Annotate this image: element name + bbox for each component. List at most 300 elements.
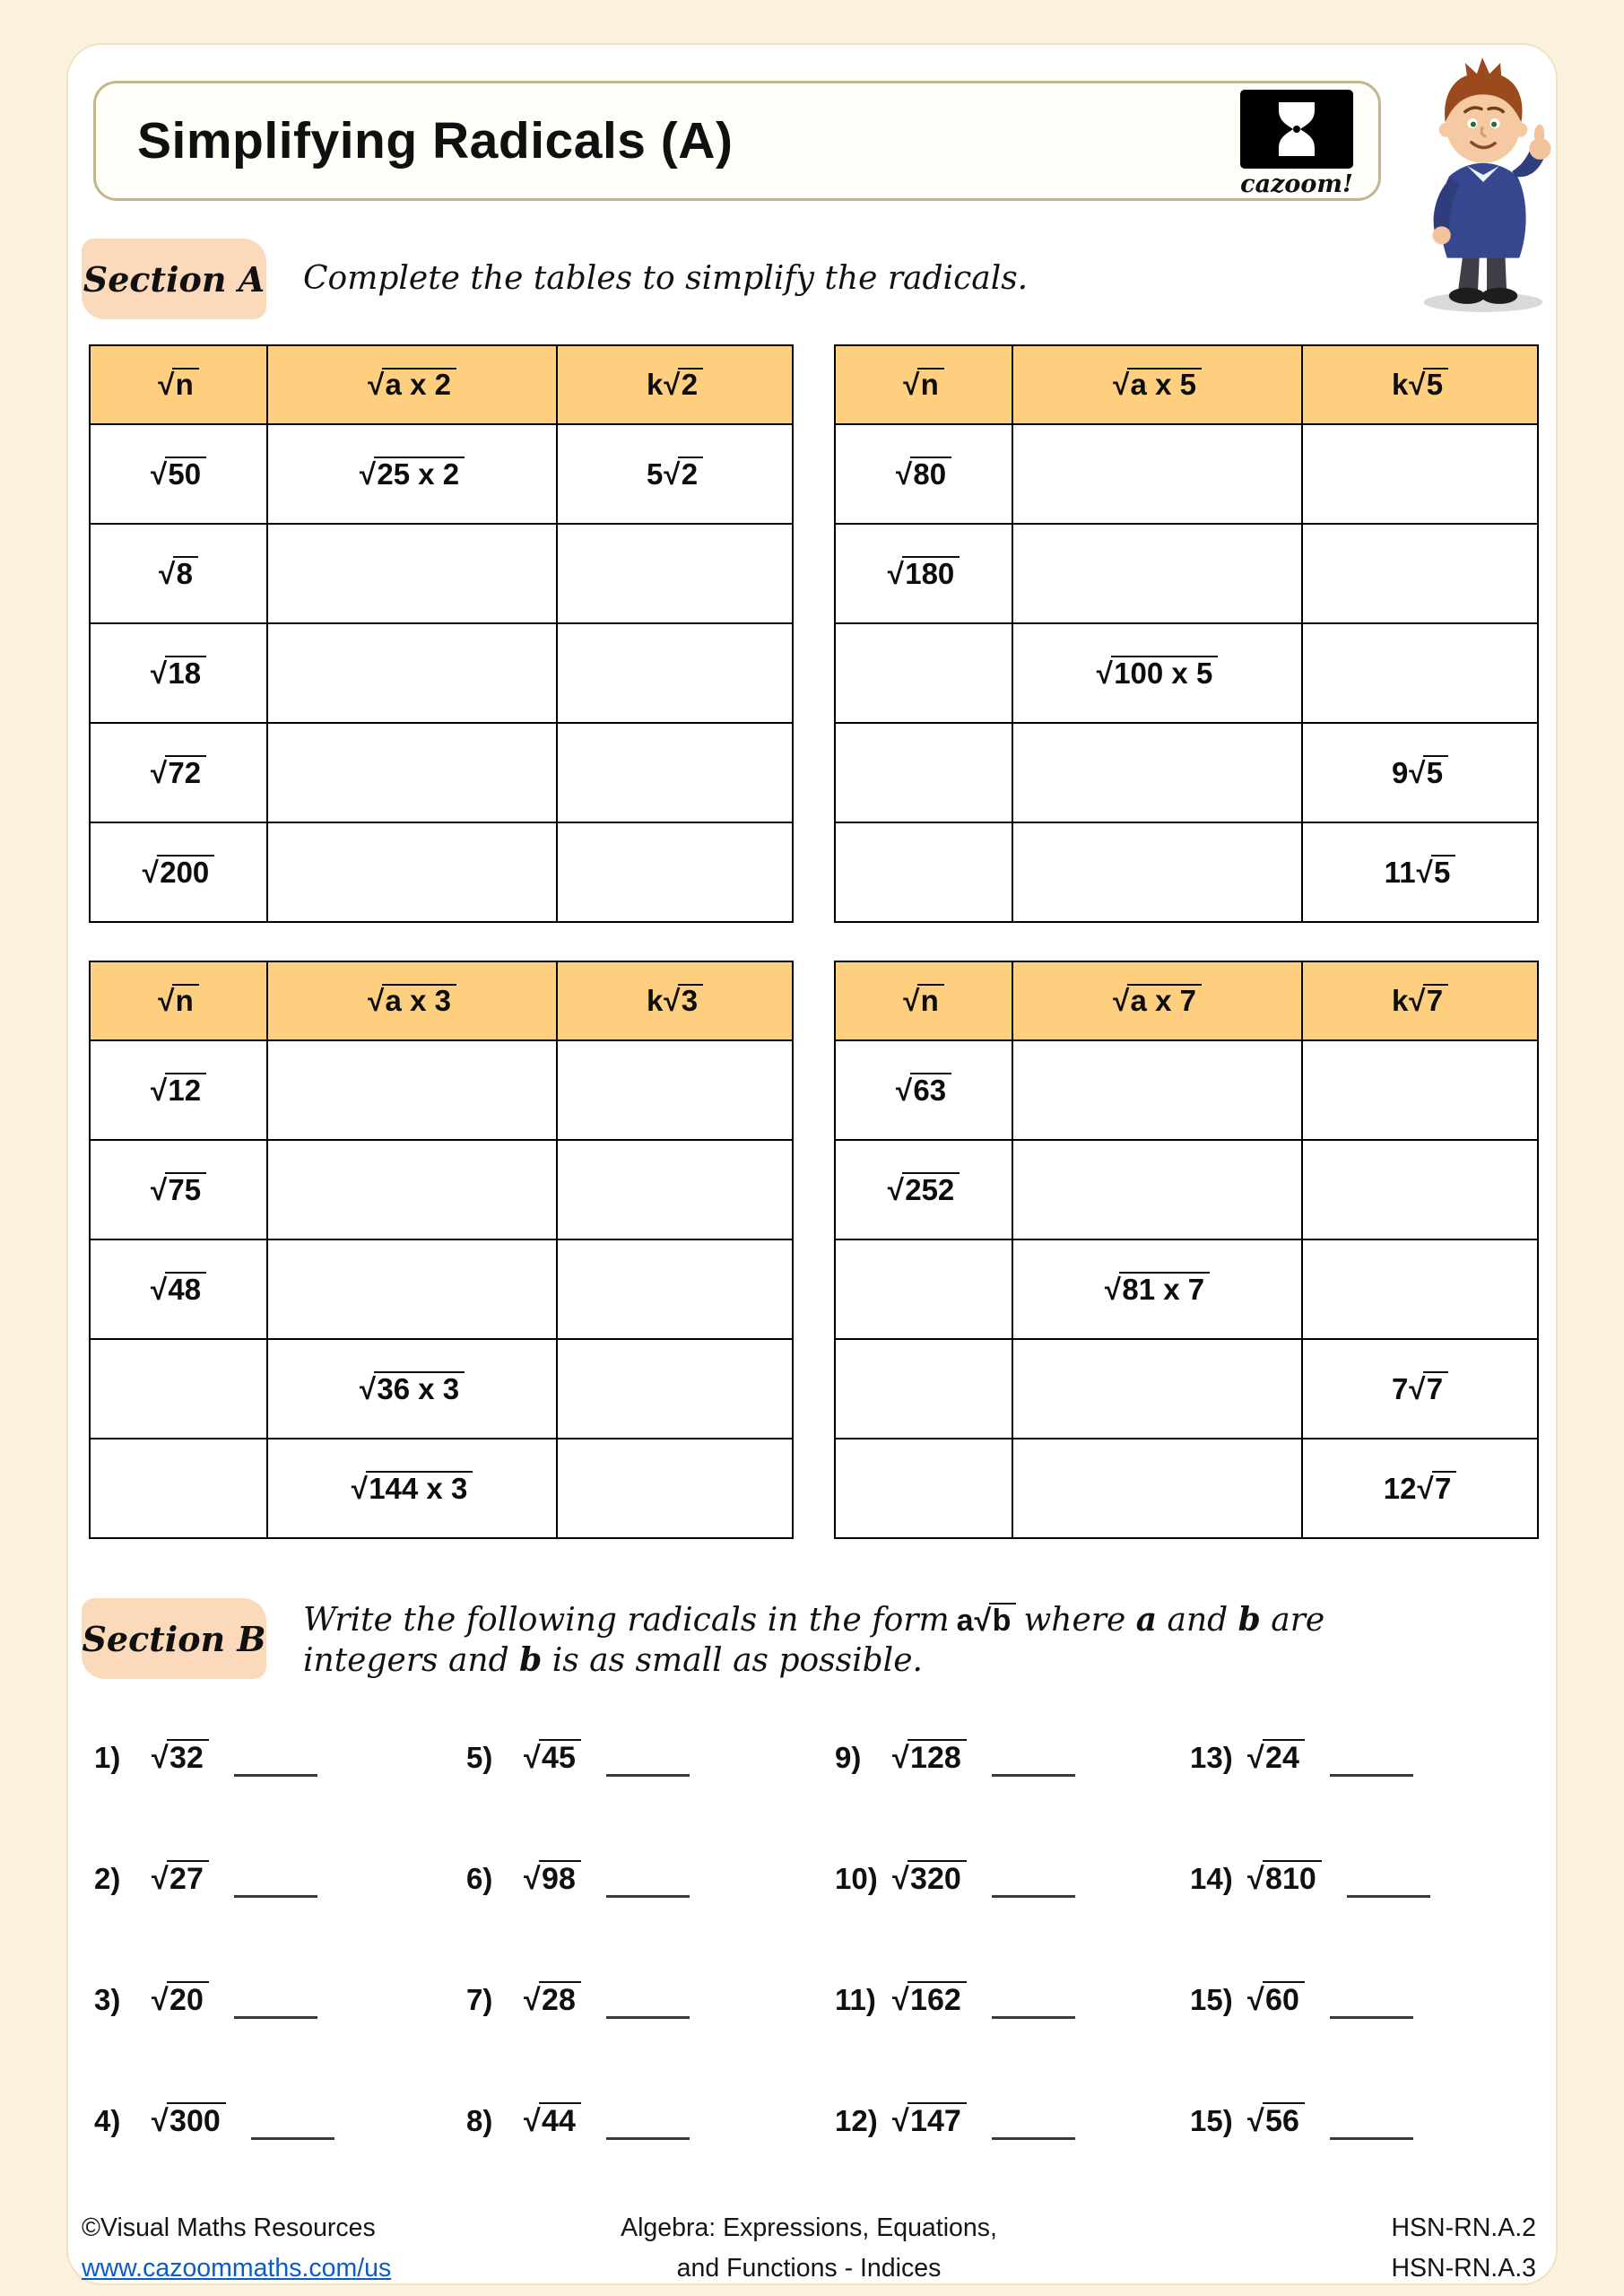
radical-sign-icon: √ — [1113, 368, 1130, 402]
answer-blank[interactable] — [234, 1895, 317, 1898]
table-header-cell — [557, 345, 793, 424]
radical — [892, 1983, 967, 2017]
radical — [352, 1472, 473, 1505]
table-cell-blank[interactable] — [835, 822, 1012, 922]
radicand: n — [172, 984, 198, 1016]
hourglass-icon — [1255, 97, 1338, 161]
radical-sign-icon: √ — [664, 368, 681, 402]
table-cell-filled — [90, 1140, 267, 1239]
table-cell-blank[interactable] — [1302, 424, 1538, 524]
radical — [1417, 1472, 1456, 1505]
instruction-text: integers and — [303, 1642, 520, 1679]
problem-item — [94, 2102, 466, 2138]
variable-name: a — [1135, 1601, 1158, 1639]
radicand: 100 x 5 — [1111, 656, 1218, 688]
table-cell-filled — [267, 424, 557, 524]
table-cell-filled — [90, 623, 267, 723]
table-row — [835, 822, 1538, 922]
table-header-row — [835, 345, 1538, 424]
answer-blank[interactable] — [234, 1774, 317, 1777]
radicand: 162 — [908, 1981, 967, 2014]
answer-blank[interactable] — [234, 2016, 317, 2019]
brand-logo-icon — [1240, 90, 1353, 169]
radical-sign-icon: √ — [892, 1982, 909, 2017]
problem-number: 15) — [1190, 1982, 1233, 2016]
problem-item — [466, 2102, 835, 2138]
table-cell-filled — [1302, 1439, 1538, 1538]
table-row — [90, 1040, 793, 1140]
radical-sign-icon: √ — [1247, 2103, 1264, 2138]
table-cell-filled — [267, 1339, 557, 1439]
radical-sign-icon: √ — [152, 1740, 169, 1775]
radicand: 2 — [678, 457, 703, 489]
radical-sign-icon: √ — [892, 1740, 909, 1775]
table-cell-blank[interactable] — [1012, 1040, 1302, 1140]
radicand: 24 — [1263, 1739, 1305, 1772]
radical-sign-icon: √ — [159, 556, 176, 590]
radical — [1409, 1372, 1448, 1405]
table-cell-blank[interactable] — [267, 723, 557, 822]
table-cell-filled — [1012, 1239, 1302, 1339]
radicand: 128 — [908, 1739, 967, 1772]
answer-blank[interactable] — [251, 2137, 334, 2140]
radicand: 27 — [167, 1860, 209, 1893]
radical — [1105, 1273, 1210, 1306]
table-cell-filled — [1302, 723, 1538, 822]
radicand: 28 — [539, 1981, 581, 2014]
problem-item — [94, 1860, 466, 1896]
radical-sign-icon: √ — [152, 1982, 169, 2017]
radicand: 3 — [678, 984, 703, 1016]
radical-coefficient: 5 — [646, 457, 664, 491]
problem-radical — [892, 2102, 967, 2138]
table-header-cell — [90, 345, 267, 424]
section-a-label — [82, 239, 266, 319]
instruction-text: are — [1260, 1602, 1325, 1639]
table-header-cell — [1012, 345, 1302, 424]
radicand: 56 — [1263, 2102, 1305, 2135]
section-b-label-text: Section B — [82, 1618, 266, 1659]
answer-blank[interactable] — [606, 2137, 690, 2140]
radical — [151, 1273, 206, 1306]
radical-coefficient: 7 — [1391, 1371, 1409, 1405]
table-cell-filled — [267, 1439, 557, 1538]
radical-sign-icon: √ — [152, 2103, 169, 2138]
radical-coefficient: 12 — [1383, 1471, 1417, 1505]
radical-coefficient: a — [956, 1604, 974, 1638]
problem-number: 11) — [835, 1982, 876, 2016]
table-cell-blank[interactable] — [557, 524, 793, 623]
table-cell-blank[interactable] — [835, 723, 1012, 822]
radicand: 180 — [902, 556, 960, 588]
radical — [151, 1074, 206, 1107]
problem-item — [1190, 2102, 1538, 2138]
radical — [664, 368, 703, 401]
radicand: a x 3 — [382, 984, 456, 1016]
table-row — [90, 424, 793, 524]
table-cell-blank[interactable] — [557, 1339, 793, 1439]
table-header-cell — [557, 961, 793, 1040]
footer-center — [621, 2208, 997, 2289]
problem-number: 7) — [466, 1982, 493, 2016]
answer-blank[interactable] — [1347, 1895, 1430, 1898]
radicand: 98 — [539, 1860, 581, 1893]
problem-radical — [1247, 1981, 1305, 2017]
radicand: b — [989, 1603, 1016, 1636]
table-cell-filled — [90, 1239, 267, 1339]
answer-blank[interactable] — [606, 2016, 690, 2019]
problem-radical — [152, 1981, 209, 2017]
answer-blank[interactable] — [606, 1895, 690, 1898]
section-b-instruction-line1 — [303, 1600, 1361, 1640]
problems-grid — [94, 1697, 1538, 2181]
radical-sign-icon: √ — [664, 984, 681, 1018]
mascot-illustration — [1392, 43, 1575, 314]
radical-sign-icon: √ — [1409, 368, 1426, 402]
table-cell-blank[interactable] — [1302, 524, 1538, 623]
radical — [524, 2104, 581, 2138]
radical — [368, 368, 456, 401]
radical-sign-icon: √ — [1417, 1471, 1434, 1505]
answer-blank[interactable] — [1330, 2137, 1413, 2140]
instruction-text: is as small as possible. — [542, 1642, 923, 1679]
radicand: 7 — [1423, 984, 1448, 1016]
radical — [143, 856, 214, 889]
radical — [903, 984, 944, 1017]
problem-item — [835, 1860, 1190, 1896]
problem-radical — [892, 1739, 967, 1775]
radical-sign-icon: √ — [1096, 656, 1113, 690]
radicand: 50 — [165, 457, 206, 489]
table-cell-blank[interactable] — [1012, 723, 1302, 822]
radical-sign-icon: √ — [524, 1982, 541, 2017]
problem-radical — [524, 1981, 581, 2017]
radical-sign-icon: √ — [150, 656, 168, 690]
radicand: a x 2 — [382, 368, 456, 400]
problem-radical — [892, 1981, 967, 2017]
table-header-row — [90, 345, 793, 424]
table-cell-blank[interactable] — [1012, 1339, 1302, 1439]
table-cell-blank[interactable] — [90, 1339, 267, 1439]
footer-topic-line2: and Functions - Indices — [676, 2254, 942, 2283]
radicand: 72 — [165, 755, 206, 787]
radical-form-expression — [950, 1604, 1024, 1638]
radical-sign-icon: √ — [150, 1172, 168, 1206]
radical-sign-icon: √ — [1409, 755, 1426, 789]
problem-radical — [1247, 1739, 1305, 1775]
radicand: n — [917, 984, 943, 1016]
answer-blank[interactable] — [992, 2016, 1075, 2019]
radicand: 80 — [910, 457, 951, 489]
table-cell-blank[interactable] — [267, 1140, 557, 1239]
radical-table-2 — [89, 344, 794, 923]
instruction-text: where — [1023, 1602, 1136, 1639]
radicand: 18 — [165, 656, 206, 688]
table-row — [90, 822, 793, 922]
table-cell-filled — [90, 524, 267, 623]
table-cell-blank[interactable] — [835, 623, 1012, 723]
radical-sign-icon: √ — [664, 457, 681, 491]
radical-sign-icon: √ — [1409, 1371, 1426, 1405]
radical — [664, 984, 703, 1017]
table-cell-blank[interactable] — [1302, 1140, 1538, 1239]
table-header-row — [835, 961, 1538, 1040]
radical-sign-icon: √ — [887, 1172, 904, 1206]
problem-number: 3) — [94, 1982, 121, 2016]
radical — [975, 1604, 1017, 1638]
radicand: a x 7 — [1127, 984, 1202, 1016]
table-row — [90, 623, 793, 723]
answer-blank[interactable] — [606, 1774, 690, 1777]
radical-sign-icon: √ — [1247, 1982, 1264, 2017]
radical — [152, 2104, 226, 2138]
radical-table-5 — [834, 344, 1539, 923]
table-cell-blank[interactable] — [1012, 1140, 1302, 1239]
footer-copyright: ©Visual Maths Resources — [82, 2213, 376, 2242]
radical — [1247, 1741, 1305, 1775]
problem-number: 13) — [1190, 1740, 1233, 1774]
table-cell-filled — [557, 424, 793, 524]
table-cell-filled — [1302, 1339, 1538, 1439]
radical-sign-icon: √ — [368, 368, 385, 402]
table-cell-blank[interactable] — [1012, 1439, 1302, 1538]
radical-sign-icon: √ — [974, 1604, 992, 1638]
section-a-label-text: Section A — [83, 258, 265, 300]
tables-grid — [89, 344, 1537, 1539]
table-row — [835, 1040, 1538, 1140]
radical — [888, 1173, 960, 1206]
problem-radical — [152, 2102, 226, 2138]
radical — [1097, 657, 1219, 690]
problem-radical — [1247, 2102, 1305, 2138]
table-cell-blank[interactable] — [835, 1339, 1012, 1439]
problem-item — [94, 1739, 466, 1775]
table-cell-filled — [90, 1040, 267, 1140]
variable-name: b — [519, 1641, 543, 1679]
radical — [896, 1074, 951, 1107]
radical-sign-icon: √ — [368, 984, 385, 1018]
radicand: 25 x 2 — [374, 457, 465, 489]
radical — [1409, 984, 1448, 1017]
section-b-label — [82, 1598, 266, 1679]
radicand: 81 x 7 — [1119, 1272, 1210, 1304]
table-row — [835, 524, 1538, 623]
table-cell-filled — [835, 424, 1012, 524]
radical-sign-icon: √ — [1409, 984, 1426, 1018]
answer-blank[interactable] — [992, 1774, 1075, 1777]
table-cell-blank[interactable] — [1302, 1239, 1538, 1339]
problem-item — [835, 1739, 1190, 1775]
page-title: Simplifying Radicals (A) — [137, 112, 734, 170]
table-cell-filled — [1012, 623, 1302, 723]
radical-sign-icon: √ — [903, 984, 920, 1018]
table-header-cell — [835, 345, 1012, 424]
problem-radical — [524, 2102, 581, 2138]
brand-logo — [1238, 90, 1355, 198]
table-cell-blank[interactable] — [557, 1439, 793, 1538]
table-row — [90, 1140, 793, 1239]
radical — [151, 457, 206, 491]
radical-sign-icon: √ — [895, 1073, 913, 1107]
radicand: 2 — [678, 368, 703, 400]
table-cell-blank[interactable] — [557, 1040, 793, 1140]
table-cell-blank[interactable] — [267, 1239, 557, 1339]
answer-blank[interactable] — [1330, 1774, 1413, 1777]
table-row — [835, 1439, 1538, 1538]
radicand: n — [172, 368, 198, 400]
table-cell-filled — [90, 424, 267, 524]
problem-item — [835, 2102, 1190, 2138]
radicand: 60 — [1263, 1981, 1305, 2014]
radicand: 20 — [167, 1981, 209, 2014]
radical — [151, 1173, 206, 1206]
problem-number: 15) — [1190, 2103, 1233, 2137]
radical-sign-icon: √ — [895, 457, 913, 491]
table-row — [835, 1239, 1538, 1339]
radicand: 75 — [165, 1172, 206, 1205]
table-cell-blank[interactable] — [267, 623, 557, 723]
table-row — [835, 424, 1538, 524]
radicand: n — [917, 368, 943, 400]
table-header-cell — [1302, 961, 1538, 1040]
radical-sign-icon: √ — [150, 1272, 168, 1306]
radical — [1247, 1983, 1305, 2017]
radical — [152, 1741, 209, 1775]
problem-number: 1) — [94, 1740, 121, 1774]
radical-sign-icon: √ — [359, 1371, 377, 1405]
table-row — [90, 524, 793, 623]
problem-number: 6) — [466, 1861, 493, 1895]
radical — [524, 1983, 581, 2017]
radical — [1417, 856, 1456, 889]
problem-number: 9) — [835, 1740, 862, 1774]
table-header-cell — [267, 961, 557, 1040]
table-cell-blank[interactable] — [835, 1439, 1012, 1538]
instruction-text: Write the following radicals in the form — [303, 1602, 950, 1639]
table-header-cell — [835, 961, 1012, 1040]
radical — [158, 368, 199, 401]
problem-item — [466, 1860, 835, 1896]
table-cell-filled — [90, 723, 267, 822]
footer-standard-1: HSN-RN.A.2 — [1391, 2213, 1536, 2242]
answer-blank[interactable] — [992, 2137, 1075, 2140]
table-row — [90, 1339, 793, 1439]
radical — [159, 557, 198, 590]
table-cell-blank[interactable] — [557, 723, 793, 822]
radical — [151, 657, 206, 690]
radical-coefficient: k — [646, 984, 664, 1018]
table-cell-blank[interactable] — [1012, 424, 1302, 524]
radicand: 5 — [1423, 755, 1448, 787]
table-header-cell — [90, 961, 267, 1040]
footer-standard-2: HSN-RN.A.3 — [1391, 2254, 1536, 2283]
table-header-cell — [1302, 345, 1538, 424]
section-a-instruction: Complete the tables to simplify the radicals. — [303, 260, 1029, 297]
radical-coefficient: k — [646, 368, 664, 402]
table-cell-blank[interactable] — [557, 1239, 793, 1339]
problem-radical — [524, 1860, 581, 1896]
radical — [152, 1862, 209, 1896]
radical — [1409, 756, 1448, 789]
radicand: 300 — [167, 2102, 226, 2135]
radical — [360, 1372, 465, 1405]
radical-coefficient: 11 — [1384, 855, 1416, 889]
problem-radical — [524, 1739, 581, 1775]
radical-table-7 — [834, 961, 1539, 1539]
table-header-cell — [267, 345, 557, 424]
problem-radical — [152, 1739, 209, 1775]
table-cell-blank[interactable] — [557, 1140, 793, 1239]
radical — [903, 368, 944, 401]
radical — [151, 756, 206, 789]
table-header-row — [90, 961, 793, 1040]
problem-number: 2) — [94, 1861, 121, 1895]
table-cell-blank[interactable] — [1012, 822, 1302, 922]
radical — [892, 2104, 967, 2138]
table-cell-blank[interactable] — [267, 1040, 557, 1140]
radical — [524, 1741, 581, 1775]
radicand: 32 — [167, 1739, 209, 1772]
radical — [1113, 368, 1202, 401]
radicand: 12 — [165, 1073, 206, 1105]
radicand: 147 — [908, 2102, 967, 2135]
problem-radical — [892, 1860, 967, 1896]
table-row — [835, 1339, 1538, 1439]
table-cell-filled — [835, 1040, 1012, 1140]
radical-sign-icon: √ — [359, 457, 377, 491]
radical-sign-icon: √ — [892, 2103, 909, 2138]
radical — [1247, 1862, 1322, 1896]
section-b-instruction — [303, 1600, 1361, 1681]
table-cell-blank[interactable] — [1012, 524, 1302, 623]
footer-topic-line1: Algebra: Expressions, Equations, — [621, 2213, 997, 2242]
radicand: 63 — [910, 1073, 951, 1105]
table-cell-blank[interactable] — [267, 524, 557, 623]
problem-item — [466, 1981, 835, 2017]
footer-link[interactable]: www.cazoommaths.com/us — [82, 2254, 392, 2283]
footer-standards — [997, 2208, 1536, 2289]
answer-blank[interactable] — [1330, 2016, 1413, 2019]
radical-coefficient: k — [1391, 984, 1409, 1018]
radical — [368, 984, 456, 1017]
radical-sign-icon: √ — [524, 1861, 541, 1896]
radicand: 200 — [157, 855, 214, 887]
table-cell-blank[interactable] — [835, 1239, 1012, 1339]
table-row — [835, 1140, 1538, 1239]
table-cell-blank[interactable] — [1302, 1040, 1538, 1140]
radical-sign-icon: √ — [1247, 1740, 1264, 1775]
variable-name: b — [1238, 1601, 1261, 1639]
radicand: 7 — [1423, 1371, 1448, 1404]
problem-number: 4) — [94, 2103, 121, 2137]
radicand: 48 — [165, 1272, 206, 1304]
table-cell-blank[interactable] — [557, 822, 793, 922]
table-cell-blank[interactable] — [557, 623, 793, 723]
table-cell-filled — [835, 1140, 1012, 1239]
table-cell-filled — [1302, 822, 1538, 922]
radicand: 252 — [902, 1172, 960, 1205]
radicand: 8 — [173, 556, 198, 588]
problem-number: 8) — [466, 2103, 493, 2137]
table-cell-blank[interactable] — [267, 822, 557, 922]
table-cell-blank[interactable] — [90, 1439, 267, 1538]
radical-sign-icon: √ — [150, 457, 168, 491]
answer-blank[interactable] — [992, 1895, 1075, 1898]
radical-sign-icon: √ — [1104, 1272, 1122, 1306]
table-cell-blank[interactable] — [1302, 623, 1538, 723]
radical-sign-icon: √ — [150, 1073, 168, 1107]
table-row — [90, 1439, 793, 1538]
